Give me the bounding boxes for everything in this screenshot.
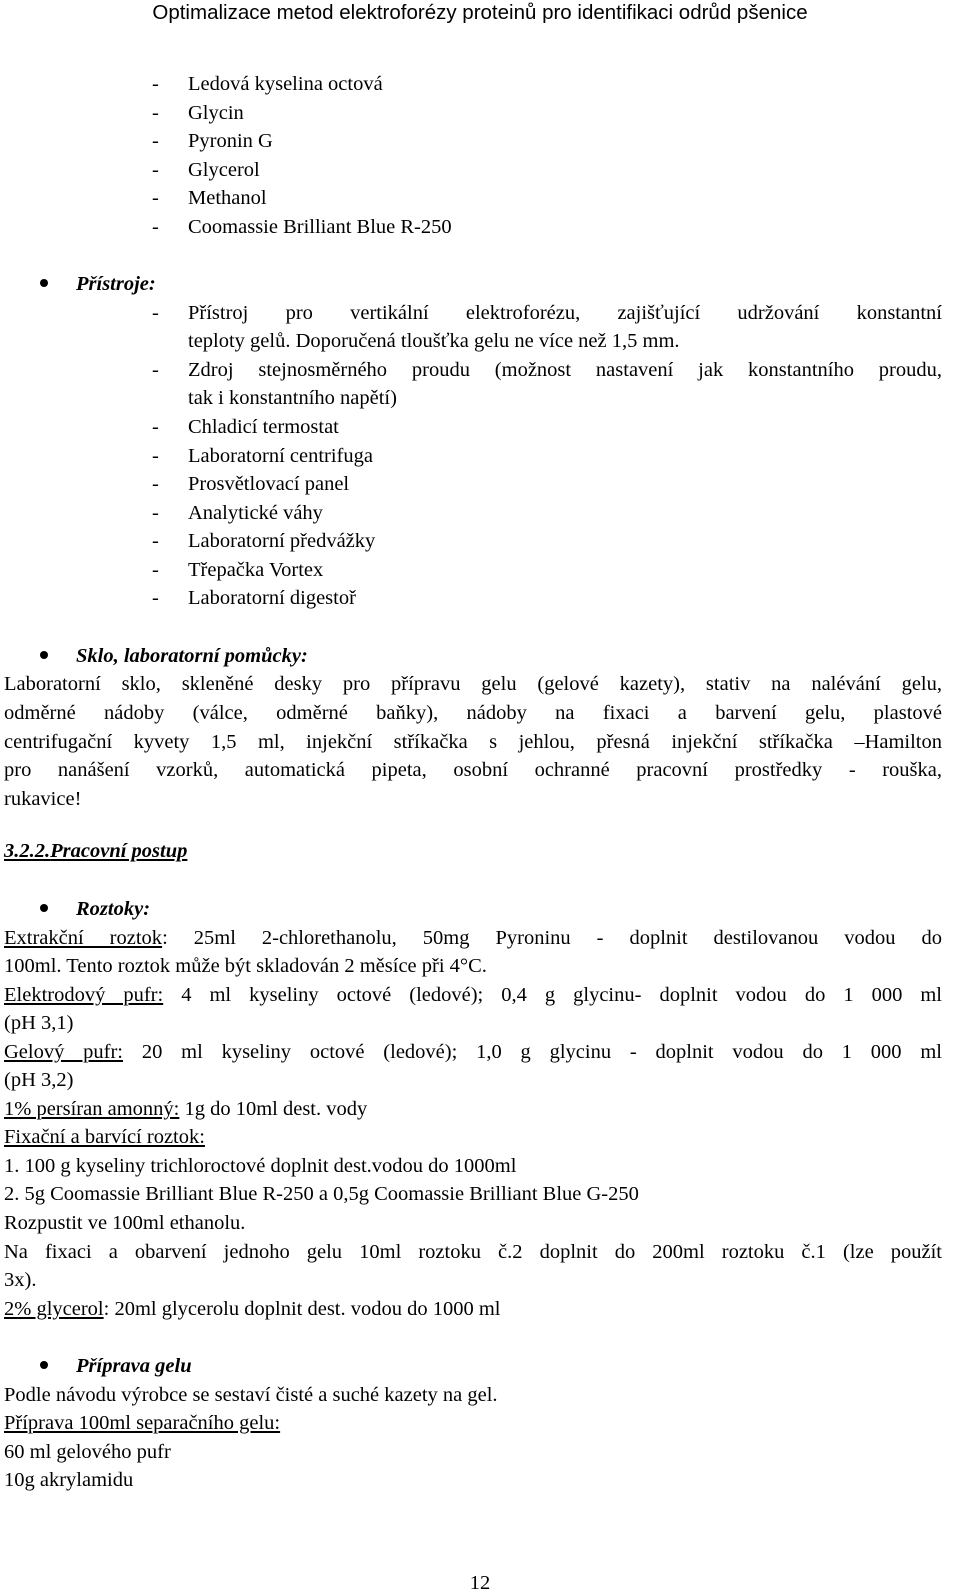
glassware-line: centrifugační kyvety 1,5 ml, injekční stříkačka s jehlou, přesná injekční stříkačka –Hamilton bbox=[4, 731, 942, 753]
header-title: Optimalizace metod elektroforézy proteinů pro identifikaci odrůd pšenice bbox=[152, 1, 808, 24]
fix-stain-label: Fixační a barvící roztok: bbox=[4, 1126, 205, 1148]
chemical-item: - Methanol bbox=[152, 187, 267, 209]
chemical-item: - Coomassie Brilliant Blue R-250 bbox=[152, 216, 452, 238]
instrument-item-cont: tak i konstantního napětí) bbox=[188, 387, 397, 409]
gel-buffer-cont: (pH 3,2) bbox=[4, 1069, 74, 1091]
instrument-item: - Laboratorní digestoř bbox=[152, 587, 356, 609]
chemical-item: - Ledová kyselina octová bbox=[152, 73, 383, 95]
gel-prep-heading: Příprava gelu bbox=[40, 1355, 192, 1378]
fix-stain-usage: Na fixaci a obarvení jednoho gelu 10ml roztoku č.2 doplnit do 200ml roztoku č.1 (lze použít bbox=[4, 1241, 942, 1263]
chemical-item: - Pyronin G bbox=[152, 130, 273, 152]
fix-stain-usage-cont: 3x). bbox=[4, 1269, 37, 1291]
instrument-item: - Analytické váhy bbox=[152, 502, 323, 524]
fix-stain-line: 2. 5g Coomassie Brilliant Blue R-250 a 0,5g Coomassie Brilliant Blue G-250 bbox=[4, 1183, 639, 1205]
bullet-icon bbox=[40, 1361, 48, 1369]
instruments-heading: Přístroje: bbox=[40, 273, 156, 296]
gel-prep-line: 60 ml gelového pufr bbox=[4, 1441, 171, 1463]
glycerol-solution: 2% glycerol: 20ml glycerolu doplnit dest. vodou do 1000 ml bbox=[4, 1298, 501, 1320]
instrument-item: - Laboratorní centrifuga bbox=[152, 445, 373, 467]
electrode-buffer-cont: (pH 3,1) bbox=[4, 1012, 74, 1034]
fix-stain-line: 1. 100 g kyseliny trichloroctové doplnit dest.vodou do 1000ml bbox=[4, 1155, 517, 1177]
bullet-icon bbox=[40, 904, 48, 912]
glassware-line: Laboratorní sklo, skleněné desky pro přípravu gelu (gelové kazety), stativ na nalévání gelu, bbox=[4, 673, 942, 695]
glassware-line: pro nanášení vzorků, automatická pipeta, osobní ochranné pracovní prostředky - rouška, bbox=[4, 759, 942, 781]
instrument-item: - Chladicí termostat bbox=[152, 416, 339, 438]
instrument-item-cont: teploty gelů. Doporučená tloušťka gelu ne více než 1,5 mm. bbox=[188, 330, 680, 352]
gel-prep-line: 10g akrylamidu bbox=[4, 1469, 134, 1491]
bullet-icon bbox=[40, 651, 48, 659]
instrument-item: - Prosvětlovací panel bbox=[152, 473, 350, 495]
instrument-item: - Třepačka Vortex bbox=[152, 559, 324, 581]
chemical-item: - Glycin bbox=[152, 102, 244, 124]
glassware-heading: Sklo, laboratorní pomůcky: bbox=[40, 645, 308, 668]
glassware-line: odměrné nádoby (válce, odměrné baňky), nádoby na fixaci a barvení gelu, plastové bbox=[4, 702, 942, 724]
aps-solution: 1% persíran amonný: 1g do 10ml dest. vody bbox=[4, 1098, 368, 1120]
bullet-icon bbox=[40, 279, 48, 287]
instrument-item: - Zdroj stejnosměrného proudu (možnost nastavení jak konstantního proudu, bbox=[152, 359, 942, 381]
page-number: 12 bbox=[469, 1572, 491, 1594]
extraction-solution: Extrakční roztok: 25ml 2-chlorethanolu, 50mg Pyroninu - doplnit destilovanou vodou do bbox=[4, 927, 943, 949]
gel-prep-line: Podle návodu výrobce se sestaví čisté a suché kazety na gel. bbox=[4, 1384, 498, 1406]
instrument-item: - Přístroj pro vertikální elektroforézu, zajišťující udržování konstantní bbox=[152, 302, 942, 324]
chemical-item: - Glycerol bbox=[152, 159, 260, 181]
section-heading: 3.2.2.Pracovní postup bbox=[4, 840, 188, 862]
solutions-heading: Roztoky: bbox=[40, 898, 150, 921]
fix-stain-line: Rozpustit ve 100ml ethanolu. bbox=[4, 1212, 246, 1234]
separation-gel-label: Příprava 100ml separačního gelu: bbox=[4, 1412, 281, 1434]
extraction-solution-cont: 100ml. Tento roztok může být skladován 2 měsíce při 4°C. bbox=[4, 955, 487, 977]
gel-buffer: Gelový pufr: 20 ml kyseliny octové (ledové); 1,0 g glycinu - doplnit vodou do 1 000 ml bbox=[4, 1041, 942, 1063]
electrode-buffer: Elektrodový pufr: 4 ml kyseliny octové (ledové); 0,4 g glycinu- doplnit vodou do 1 000 ml bbox=[4, 984, 942, 1006]
instrument-item: - Laboratorní předvážky bbox=[152, 530, 376, 552]
glassware-line: rukavice! bbox=[4, 788, 82, 810]
page-header bbox=[0, 0, 960, 26]
